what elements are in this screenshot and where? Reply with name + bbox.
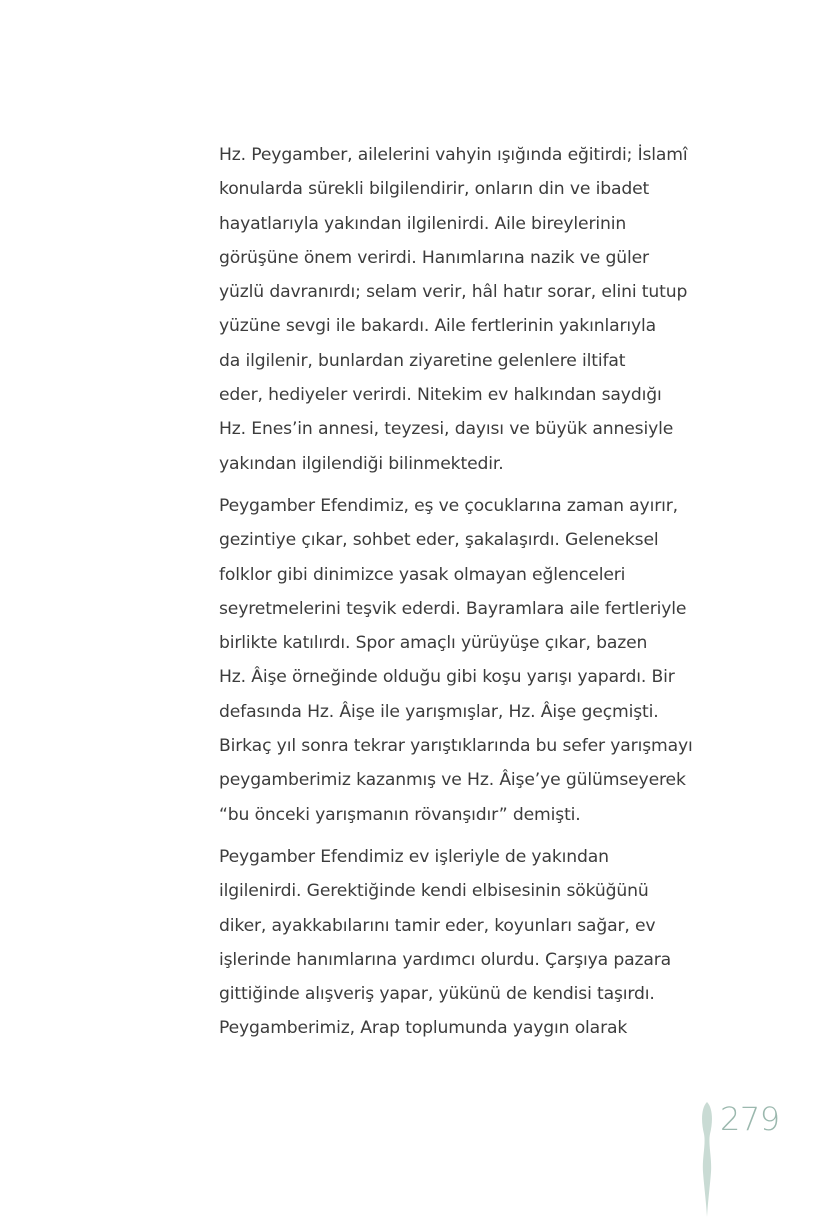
text-line: işlerinde hanımlarına yardımcı olurdu. Çarşıya pazara — [219, 949, 672, 970]
text-line: Hz. Âişe örneğinde olduğu gibi koşu yarışı yapardı. Bir — [219, 667, 675, 688]
text-line: ilgilenirdi. Gerektiğinde kendi elbisesinin söküğünü — [219, 881, 649, 902]
text-line: Peygamber Efendimiz, eş ve çocuklarına zaman ayırır, — [219, 495, 678, 516]
paragraph-2 — [219, 489, 697, 832]
text-line: folklor gibi dinimizce yasak olmayan eğlenceleri — [219, 564, 626, 585]
text-line: Birkaç yıl sonra tekrar yarıştıklarında bu sefer yarışmayı — [219, 736, 693, 757]
text-line: birlikte katılırdı. Spor amaçlı yürüyüşe çıkar, bazen — [219, 633, 648, 654]
page-ornament-icon — [698, 1100, 716, 1217]
text-line: da ilgilenir, bunlardan ziyaretine gelenlere iltifat — [219, 350, 626, 371]
page-number: 279 — [720, 1100, 780, 1138]
text-line: yakından ilgilendiği bilinmektedir. — [219, 453, 504, 474]
paragraph-3 — [219, 840, 697, 1046]
text-line: Hz. Peygamber, ailelerini vahyin ışığında eğitirdi; İslamî — [219, 145, 688, 165]
text-line: diker, ayakkabılarını tamir eder, koyunları sağar, ev — [219, 915, 656, 936]
text-line: hayatlarıyla yakından ilgilenirdi. Aile bireylerinin — [219, 213, 627, 234]
text-line: defasında Hz. Âişe ile yarışmışlar, Hz. Âişe geçmişti. — [219, 701, 659, 722]
text-line: yüzlü davranırdı; selam verir, hâl hatır sorar, elini tutup — [219, 282, 688, 303]
text-line: seyretmelerini teşvik ederdi. Bayramlara aile fertleriyle — [219, 598, 687, 619]
text-line: “bu önceki yarışmanın rövanşıdır” demişti. — [219, 804, 581, 825]
text-line: konularda sürekli bilgilendirir, onların din ve ibadet — [219, 179, 650, 200]
text-line: gezintiye çıkar, sohbet eder, şakalaşırdı. Geleneksel — [219, 530, 659, 551]
text-line: görüşüne önem verirdi. Hanımlarına nazik ve güler — [219, 247, 649, 268]
body-text — [219, 138, 697, 1054]
text-line: Peygamberimiz, Arap toplumunda yaygın olarak — [219, 1018, 628, 1039]
text-line: gittiğinde alışveriş yapar, yükünü de kendisi taşırdı. — [219, 984, 655, 1005]
text-line: Peygamber Efendimiz ev işleriyle de yakından — [219, 846, 609, 867]
text-line: eder, hediyeler verirdi. Nitekim ev halkından saydığı — [219, 385, 662, 406]
text-line: peygamberimiz kazanmış ve Hz. Âişe’ye gülümseyerek — [219, 770, 686, 791]
text-line: Hz. Enes’in annesi, teyzesi, dayısı ve büyük annesiyle — [219, 419, 674, 440]
paragraph-1 — [219, 138, 697, 481]
text-line: yüzüne sevgi ile bakardı. Aile fertlerinin yakınlarıyla — [219, 316, 657, 337]
